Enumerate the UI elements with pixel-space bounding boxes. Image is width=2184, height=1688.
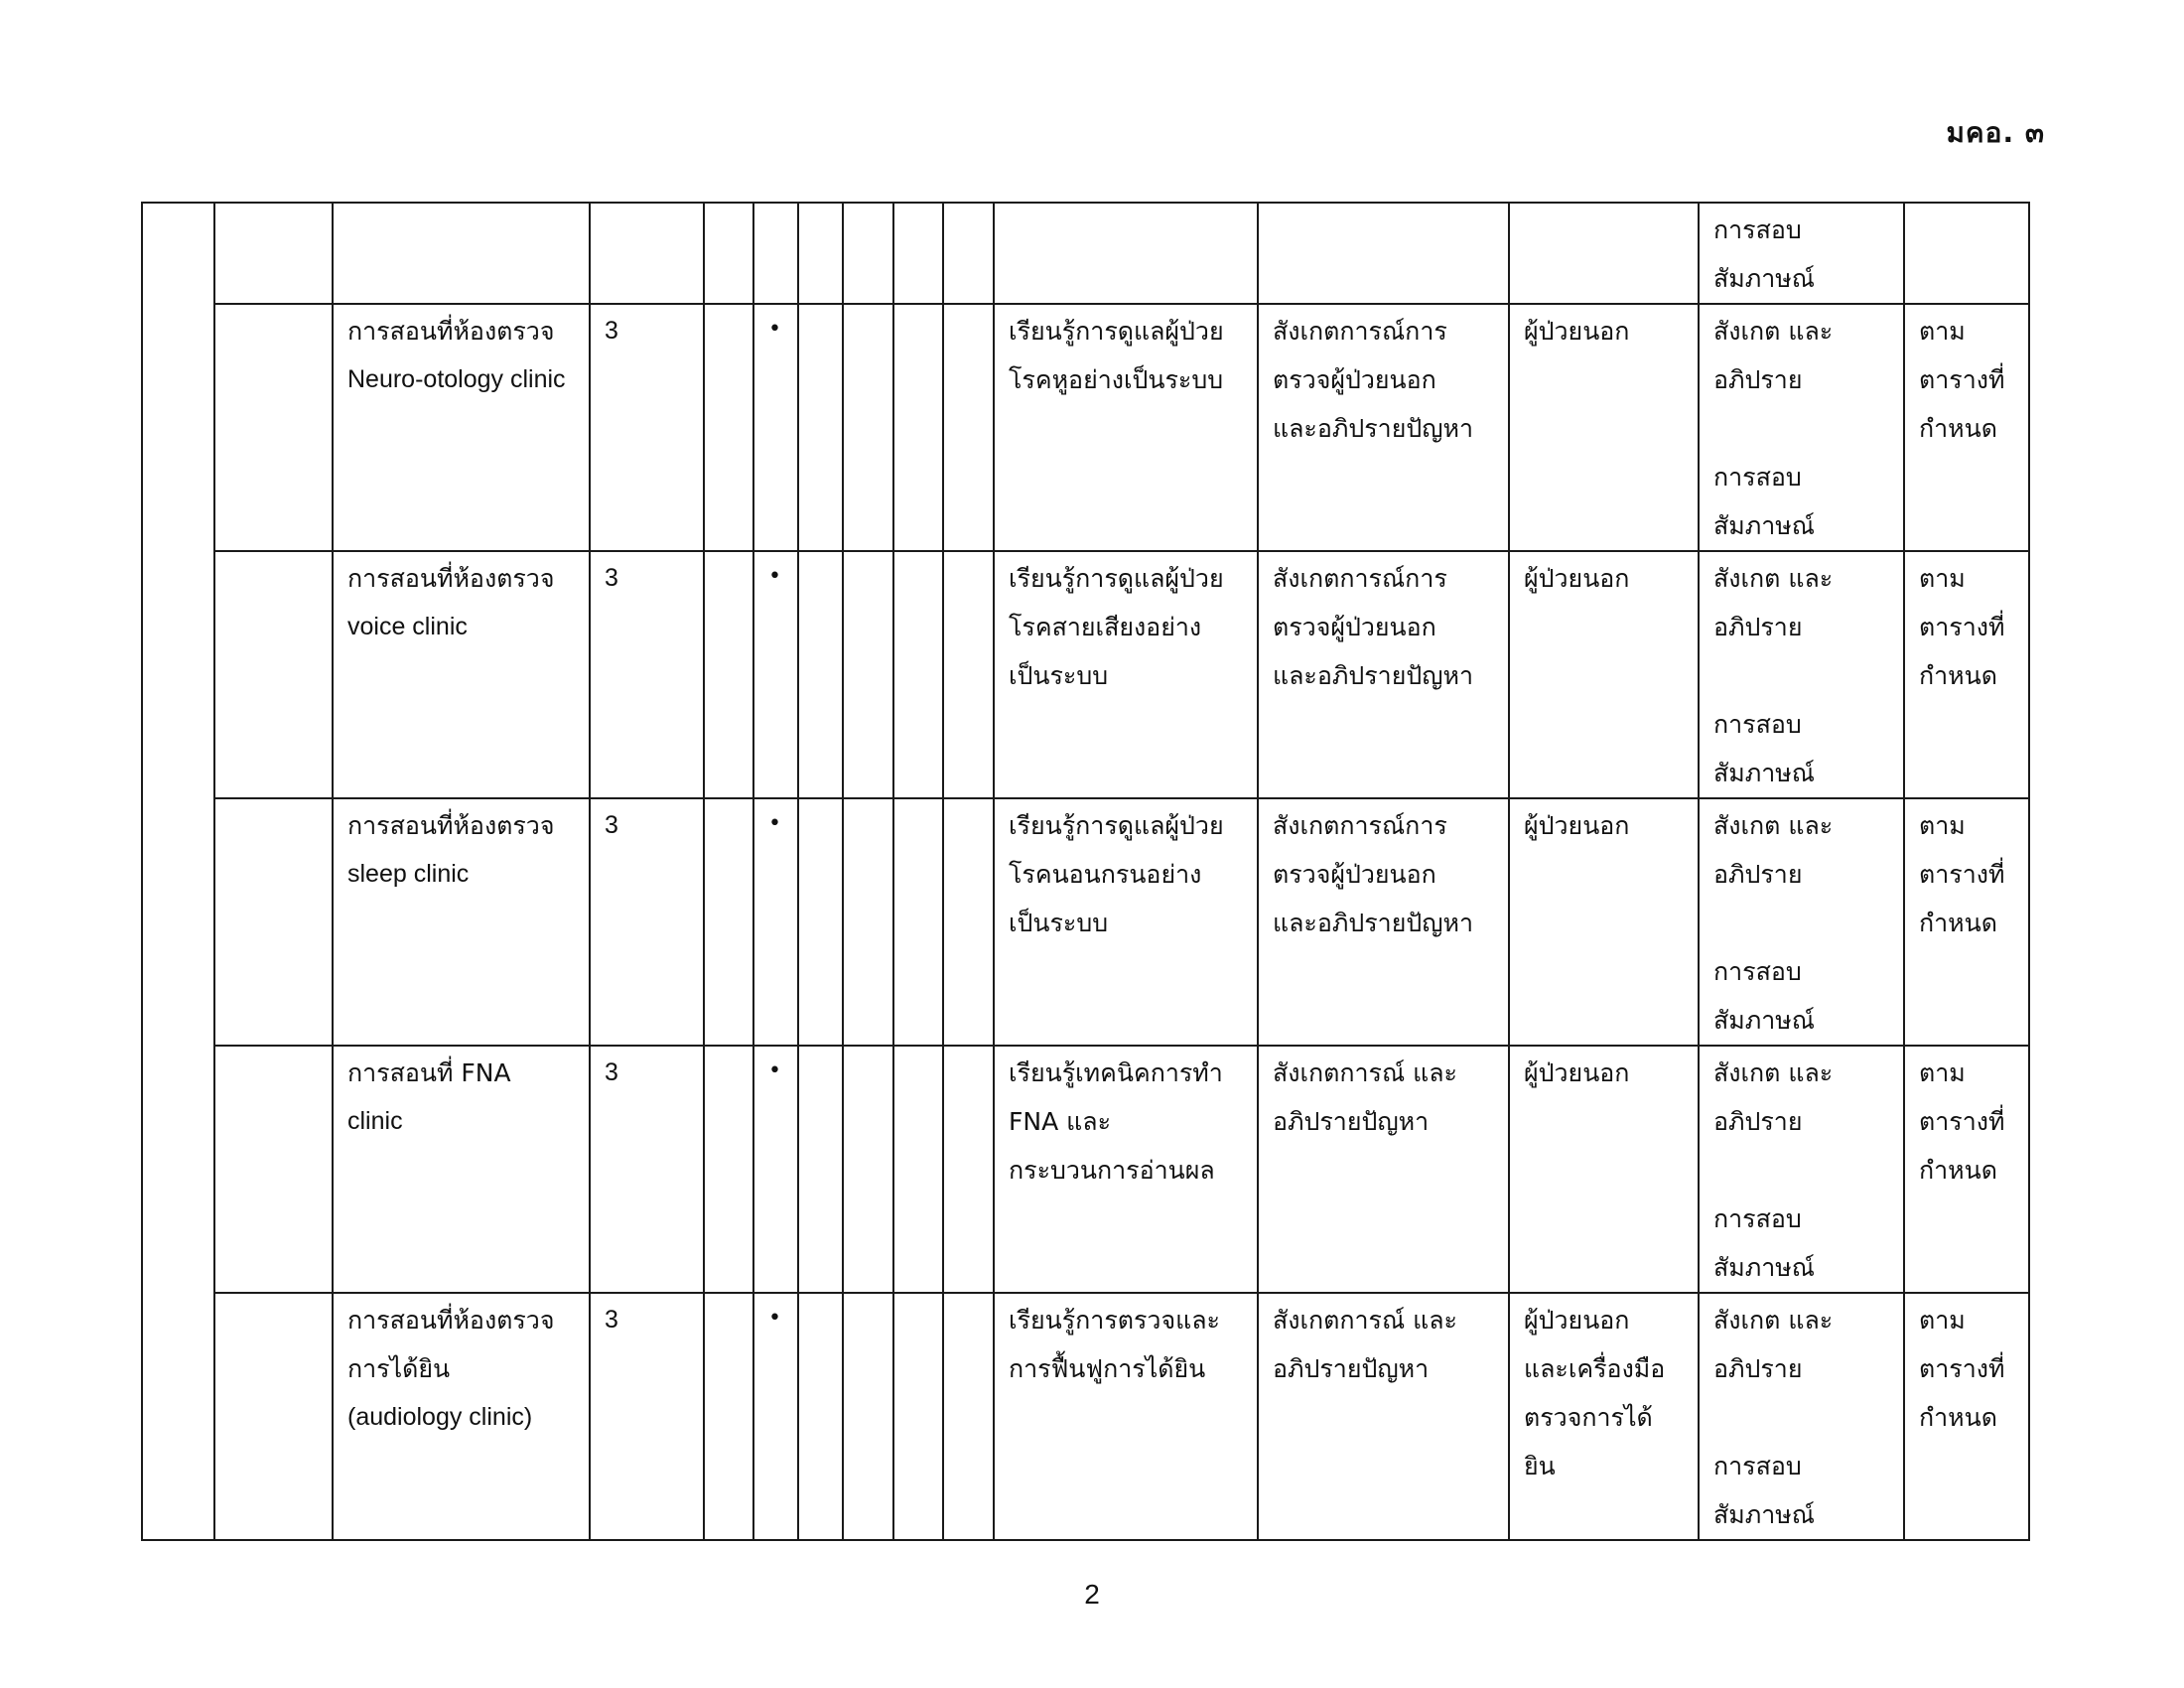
topic-cell: การสอนที่ห้องตรวจ การได้ยิน (audiology clinic)	[333, 1293, 590, 1540]
media-cell: ผู้ป่วยนอก	[1509, 304, 1699, 551]
hours-cell: 3	[590, 1046, 704, 1293]
table-row	[142, 551, 2029, 798]
evaluation-cell: การสอบ สัมภาษณ์	[1699, 203, 1904, 304]
objective-cell: เรียนรู้การดูแลผู้ป่วย โรคหูอย่างเป็นระบบ	[994, 304, 1258, 551]
table-row	[142, 798, 2029, 1046]
activity-cell: สังเกตการณ์ และ อภิปรายปัญหา	[1258, 1293, 1509, 1540]
activity-cell: สังเกตการณ์การ ตรวจผู้ป่วยนอก และอภิปรายปัญหา	[1258, 551, 1509, 798]
merged-first-column	[142, 203, 214, 1540]
curriculum-table	[141, 202, 2030, 1541]
mark-cell: •	[753, 798, 798, 1046]
table-row	[142, 1293, 2029, 1540]
hours-cell: 3	[590, 304, 704, 551]
hours-cell: 3	[590, 551, 704, 798]
media-cell: ผู้ป่วยนอก	[1509, 798, 1699, 1046]
objective-cell: เรียนรู้การดูแลผู้ป่วย โรคนอนกรนอย่าง เป็นระบบ	[994, 798, 1258, 1046]
evaluation-cell: สังเกต และ อภิปราย การสอบ สัมภาษณ์	[1699, 1046, 1904, 1293]
media-cell: ผู้ป่วยนอก และเครื่องมือ ตรวจการได้ ยิน	[1509, 1293, 1699, 1540]
activity-cell: สังเกตการณ์ และ อภิปรายปัญหา	[1258, 1046, 1509, 1293]
evaluation-cell: สังเกต และ อภิปราย การสอบ สัมภาษณ์	[1699, 304, 1904, 551]
hours-cell: 3	[590, 798, 704, 1046]
table-row	[142, 304, 2029, 551]
evaluation-cell: สังเกต และ อภิปราย การสอบ สัมภาษณ์	[1699, 798, 1904, 1046]
hours-cell: 3	[590, 1293, 704, 1540]
media-cell: ผู้ป่วยนอก	[1509, 551, 1699, 798]
objective-cell: เรียนรู้การตรวจและ การฟื้นฟูการได้ยิน	[994, 1293, 1258, 1540]
table-row-continuation	[142, 203, 2029, 304]
mark-cell: •	[753, 1046, 798, 1293]
page-number: 2	[1084, 1579, 1100, 1610]
mark-cell: •	[753, 551, 798, 798]
activity-cell: สังเกตการณ์การ ตรวจผู้ป่วยนอก และอภิปรายปัญหา	[1258, 304, 1509, 551]
activity-cell: สังเกตการณ์การ ตรวจผู้ป่วยนอก และอภิปรายปัญหา	[1258, 798, 1509, 1046]
schedule-cell: ตาม ตารางที่ กำหนด	[1904, 304, 2029, 551]
objective-cell: เรียนรู้เทคนิคการทำ FNA และ กระบวนการอ่านผล	[994, 1046, 1258, 1293]
table-row	[142, 1046, 2029, 1293]
topic-cell: การสอนที่ห้องตรวจ Neuro-otology clinic	[333, 304, 590, 551]
topic-cell: การสอนที่ห้องตรวจ sleep clinic	[333, 798, 590, 1046]
document-code: มคอ. ๓	[1946, 116, 2045, 149]
topic-cell: การสอนที่ห้องตรวจ voice clinic	[333, 551, 590, 798]
topic-cell: การสอนที่ FNA clinic	[333, 1046, 590, 1293]
schedule-cell: ตาม ตารางที่ กำหนด	[1904, 798, 2029, 1046]
schedule-cell: ตาม ตารางที่ กำหนด	[1904, 1293, 2029, 1540]
evaluation-cell: สังเกต และ อภิปราย การสอบ สัมภาษณ์	[1699, 551, 1904, 798]
evaluation-cell: สังเกต และ อภิปราย การสอบ สัมภาษณ์	[1699, 1293, 1904, 1540]
schedule-cell: ตาม ตารางที่ กำหนด	[1904, 551, 2029, 798]
media-cell: ผู้ป่วยนอก	[1509, 1046, 1699, 1293]
objective-cell: เรียนรู้การดูแลผู้ป่วย โรคสายเสียงอย่าง เป็นระบบ	[994, 551, 1258, 798]
schedule-cell: ตาม ตารางที่ กำหนด	[1904, 1046, 2029, 1293]
mark-cell: •	[753, 1293, 798, 1540]
mark-cell: •	[753, 304, 798, 551]
